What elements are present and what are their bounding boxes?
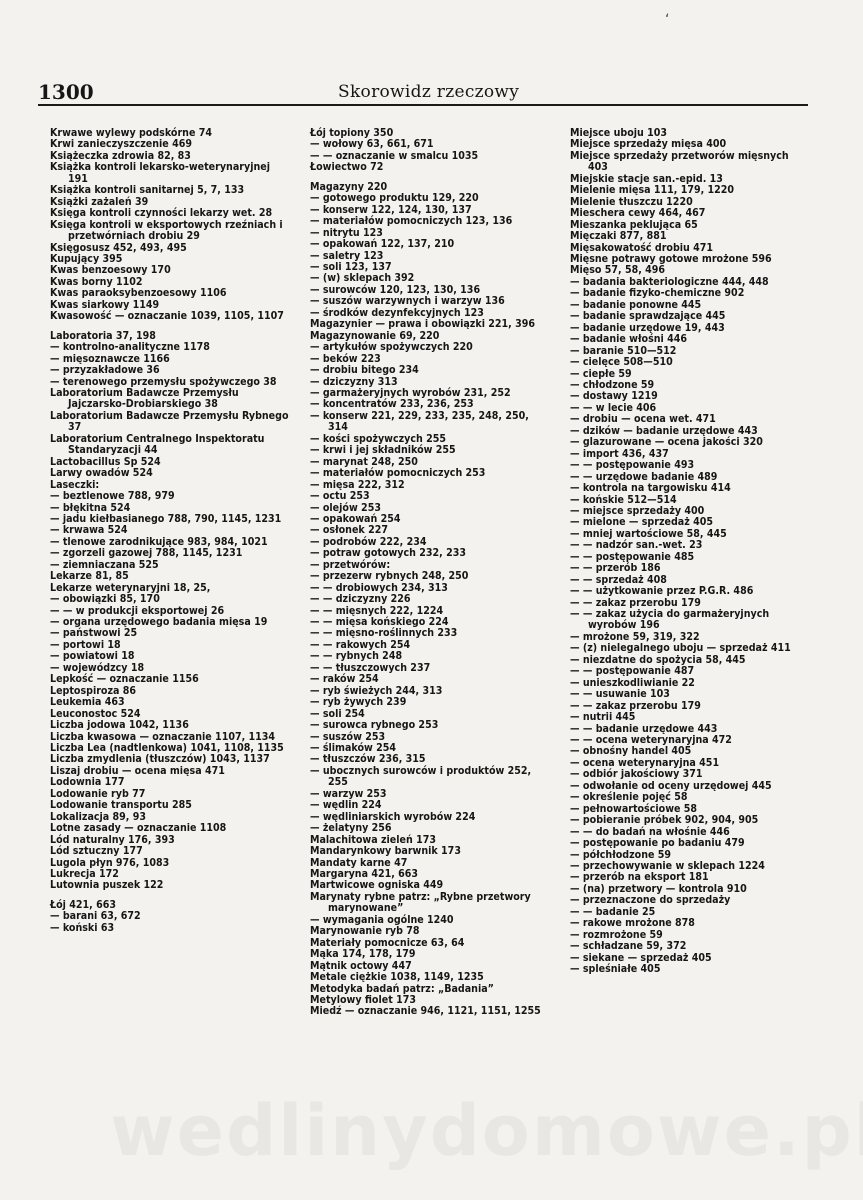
- index-entry: Magazynier — prawa i obowiązki 221, 396: [310, 318, 535, 331]
- index-entry: Laseczki:: [50, 478, 100, 491]
- index-entry: — — przerób 186: [570, 562, 661, 575]
- index-entry: Margaryna 421, 663: [310, 868, 419, 880]
- index-entry: Mieschera cewy 464, 467: [570, 207, 706, 220]
- index-entry: Łój 421, 663: [50, 898, 116, 911]
- index-entry: — — zakaz przerobu 179: [570, 699, 701, 712]
- index-entry: Miejsce uboju 103: [570, 127, 668, 139]
- index-entry: Księga kontroli czynności lekarzy wet. 28: [50, 207, 273, 220]
- index-entry: Mięsakowatość drobiu 471: [570, 241, 714, 254]
- margin-mark: ‘: [665, 12, 670, 28]
- index-entry: — odwołanie od oceny urzędowej 445: [570, 779, 772, 792]
- index-entry: Lutownia puszek 122: [50, 879, 164, 892]
- index-entry: — końskie 512—514: [570, 493, 677, 506]
- index-entry: — — badanie 25: [570, 905, 656, 918]
- index-entry: — postępowanie po badaniu 479: [570, 837, 745, 850]
- index-entry: — powiatowi 18: [50, 650, 135, 663]
- index-entry: — unieszkodliwianie 22: [570, 676, 695, 689]
- index-entry: — barani 63, 672: [50, 910, 141, 923]
- index-entry: Miejskie stacje san.-epid. 13: [570, 172, 723, 185]
- index-entry: Mięso 57, 58, 496: [570, 264, 666, 277]
- index-entry: — badanie fizyko-chemiczne 902: [570, 287, 745, 300]
- index-entry: — — rybnych 248: [310, 650, 403, 663]
- index-column-2: [310, 128, 550, 1018]
- index-entry: Księga kontroli w eksportowych rzeźniach i przetwórniach drobiu 29: [50, 218, 283, 243]
- index-entry: Metale ciężkie 1038, 1149, 1235: [310, 971, 484, 984]
- index-entry: — rozmrożone 59: [570, 928, 663, 941]
- index-entry: Liszaj drobiu — ocena mięsa 471: [50, 764, 225, 777]
- index-entry: — badanie sprawdzające 445: [570, 310, 726, 323]
- index-entry: — — użytkowanie przez P.G.R. 486: [570, 585, 754, 598]
- index-entry: — przerób na eksport 181: [570, 871, 709, 884]
- index-entry: Lodownia 177: [50, 776, 125, 789]
- index-entry: Kupujący 395: [50, 252, 123, 265]
- index-entry: — mięsa 222, 312: [310, 478, 405, 491]
- index-entry: Liczba Lea (nadtlenkowa) 1041, 1108, 1135: [50, 742, 284, 755]
- index-entry: Leuconostoc 524: [50, 707, 141, 720]
- index-entry: — obnośny handel 405: [570, 745, 692, 758]
- index-entry: — krwi i jej składników 255: [310, 444, 456, 457]
- index-entry: Marynaty rybne patrz: „Rybne przetwory marynowane”: [310, 890, 531, 915]
- index-entry: — nitrytu 123: [310, 226, 383, 239]
- index-entry: — przyzakładowe 36: [50, 364, 160, 377]
- index-entry: Kwas borny 1102: [50, 275, 143, 288]
- index-entry: — wędlin 224: [310, 799, 382, 812]
- index-entry: — — tłuszczowych 237: [310, 661, 431, 674]
- index-entry: — mniej wartościowe 58, 445: [570, 527, 727, 540]
- index-entry: — beztlenowe 788, 979: [50, 490, 175, 503]
- index-entry: — ślimaków 254: [310, 742, 397, 755]
- index-entry: — — nadzór san.-wet. 23: [570, 539, 703, 552]
- index-entry: — dzików — badanie urzędowe 443: [570, 424, 758, 437]
- index-entry: Laboratorium Centralnego Inspektoratu Standaryzacji 44: [50, 432, 265, 457]
- index-entry: — przechowywanie w sklepach 1224: [570, 860, 765, 872]
- index-entry: Lekarze weterynaryjni 18, 25,: [50, 581, 211, 594]
- index-entry: — — do badań na włośnie 446: [570, 825, 730, 838]
- index-entry: Książka kontroli lekarsko-weterynaryjnej 191: [50, 161, 270, 185]
- header-rule: [38, 104, 808, 106]
- page-title: Skorowidz rzeczowy: [338, 82, 520, 102]
- index-entry: — surowca rybnego 253: [310, 719, 439, 732]
- index-entry: Mandarynkowy barwnik 173: [310, 845, 461, 858]
- index-entry: Liczba jodowa 1042, 1136: [50, 719, 189, 732]
- index-entry: — badanie urzędowe 19, 443: [570, 321, 725, 334]
- index-entry: — artykułów spożywczych 220: [310, 341, 473, 354]
- index-entry: — miejsce sprzedaży 400: [570, 504, 705, 517]
- index-entry: — — postępowanie 487: [570, 665, 695, 678]
- index-entry: — tlenowe zarodnikujące 983, 984, 1021: [50, 535, 268, 548]
- index-entry: Lukrecja 172: [50, 868, 119, 880]
- index-entry: Lepkość — oznaczanie 1156: [50, 673, 199, 686]
- index-entry: — jadu kiełbasianego 788, 790, 1145, 1231: [50, 512, 282, 525]
- index-entry: — — drobiowych 234, 313: [310, 581, 448, 594]
- index-entry: — kości spożywczych 255: [310, 432, 447, 445]
- index-entry: — ryb świeżych 244, 313: [310, 684, 443, 697]
- index-entry: Krwi zanieczyszczenie 469: [50, 138, 192, 151]
- index-entry: — pełnowartościowe 58: [570, 802, 698, 815]
- index-entry: — — oznaczanie w smalcu 1035: [310, 149, 479, 162]
- index-entry: — wołowy 63, 661, 671: [310, 138, 434, 151]
- index-entry: — — postępowanie 485: [570, 550, 695, 563]
- index-entry: — nutrii 445: [570, 711, 636, 724]
- index-entry: — ryb żywych 239: [310, 696, 407, 709]
- index-entry: Mandaty karne 47: [310, 856, 408, 869]
- index-entry: — — sprzedaż 408: [570, 573, 667, 586]
- index-entry: — środków dezynfekcyjnych 123: [310, 306, 484, 319]
- index-entry: — — ocena weterynaryjna 472: [570, 734, 732, 747]
- index-entry: — koński 63: [50, 921, 115, 934]
- index-entry: — — zakaz przerobu 179: [570, 596, 701, 609]
- index-entry: Metylowy fiolet 173: [310, 993, 416, 1006]
- index-entry: — przeznaczone do sprzedaży: [570, 894, 731, 907]
- index-entry: — organa urzędowego badania mięsa 19: [50, 616, 268, 629]
- index-entry: — krwawa 524: [50, 524, 128, 537]
- index-entry: Krwawe wylewy podskórne 74: [50, 127, 212, 139]
- index-entry: — wymagania ogólne 1240: [310, 913, 454, 926]
- index-entry: — garmażeryjnych wyrobów 231, 252: [310, 386, 511, 399]
- index-entry: — glazurowane — ocena jakości 320: [570, 436, 763, 449]
- index-entry: — gotowego produktu 129, 220: [310, 192, 479, 205]
- index-entry: — półchłodzone 59: [570, 848, 672, 861]
- index-entry: — określenie pojęć 58: [570, 791, 688, 804]
- index-entry: — badanie włośni 446: [570, 333, 688, 346]
- index-entry: — mrożone 59, 319, 322: [570, 630, 700, 643]
- index-entry: Mielenie tłuszczu 1220: [570, 195, 693, 208]
- index-entry: Mielenie mięsa 111, 179, 1220: [570, 184, 735, 197]
- index-entry: Mątnik octowy 447: [310, 959, 412, 972]
- index-entry: — baranie 510—512: [570, 344, 677, 357]
- index-entry: — beków 223: [310, 352, 381, 365]
- index-entry: Księgosusz 452, 493, 495: [50, 241, 187, 254]
- index-entry: Marynowanie ryb 78: [310, 925, 420, 938]
- index-entry: — państwowi 25: [50, 627, 138, 640]
- index-entry: Leptospiroza 86: [50, 684, 137, 697]
- index-entry: — żelatyny 256: [310, 822, 392, 835]
- index-entry: Lód sztuczny 177: [50, 845, 143, 858]
- index-entry: — — mięsnych 222, 1224: [310, 604, 444, 617]
- index-entry: Laboratoria 37, 198: [50, 329, 156, 342]
- index-entry: — — usuwanie 103: [570, 688, 670, 701]
- index-entry: — konserw 221, 229, 233, 235, 248, 250, 314: [310, 409, 529, 434]
- index-entry: — suszów warzywnych i warzyw 136: [310, 295, 505, 308]
- index-entry: — mielone — sprzedaż 405: [570, 516, 713, 529]
- index-entry: — ocena weterynaryjna 451: [570, 756, 720, 769]
- index-entry: — schładzane 59, 372: [570, 940, 687, 953]
- index-entry: Mięczaki 877, 881: [570, 230, 667, 243]
- index-entry: — opakowań 254: [310, 512, 401, 525]
- index-entry: — — rakowych 254: [310, 638, 411, 651]
- index-column-3: [570, 128, 810, 976]
- index-entry: — — badanie urzędowe 443: [570, 722, 718, 735]
- index-entry: Kwas siarkowy 1149: [50, 298, 160, 311]
- index-entry: Kwas benzoesowy 170: [50, 264, 171, 277]
- index-entry: — soli 123, 137: [310, 260, 392, 273]
- index-entry: Lodowanie ryb 77: [50, 787, 146, 800]
- index-entry: — octu 253: [310, 490, 370, 503]
- index-entry: — materiałów pomocniczych 123, 136: [310, 215, 513, 228]
- index-entry: Łowiectwo 72: [310, 161, 384, 174]
- index-entry: — — zakaz użycia do garmażeryjnych wyrobów 196: [570, 608, 770, 632]
- index-entry: — import 436, 437: [570, 447, 669, 460]
- index-entry: — olejów 253: [310, 501, 381, 514]
- index-entry: — terenowego przemysłu spożywczego 38: [50, 375, 277, 388]
- index-entry: Książki zażaleń 39: [50, 195, 149, 208]
- index-entry: — badanie ponowne 445: [570, 298, 702, 311]
- index-entry: Lekarze 81, 85: [50, 570, 129, 583]
- index-entry: — (na) przetwory — kontrola 910: [570, 882, 747, 895]
- index-entry: — kontrola na targowisku 414: [570, 482, 731, 495]
- index-entry: Książka kontroli sanitarnej 5, 7, 133: [50, 184, 245, 197]
- index-entry: Lód naturalny 176, 393: [50, 833, 175, 846]
- index-entry: — przezerw rybnych 248, 250: [310, 570, 469, 583]
- index-entry: Metodyka badań patrz: „Badania”: [310, 982, 494, 995]
- index-entry: — niezdatne do spożycia 58, 445: [570, 653, 746, 666]
- index-entry: — rakowe mrożone 878: [570, 917, 695, 930]
- index-entry: — — urzędowe badanie 489: [570, 470, 718, 483]
- index-column-1: [50, 128, 290, 934]
- index-entry: — marynat 248, 250: [310, 455, 418, 468]
- index-entry: Malachitowa zieleń 173: [310, 833, 436, 846]
- index-entry: — saletry 123: [310, 249, 384, 262]
- index-entry: Lodowanie transportu 285: [50, 799, 192, 812]
- index-entry: — (w) sklepach 392: [310, 272, 415, 285]
- index-entry: Miejsce sprzedaży mięsa 400: [570, 138, 727, 151]
- index-entry: — surowców 120, 123, 130, 136: [310, 283, 481, 296]
- index-entry: Łój topiony 350: [310, 127, 394, 139]
- index-entry: Kwas paraoksybenzoesowy 1106: [50, 287, 227, 300]
- index-entry: — kontrolno-analityczne 1178: [50, 341, 210, 354]
- index-entry: — wojewódzcy 18: [50, 661, 145, 674]
- index-entry: Książeczka zdrowia 82, 83: [50, 149, 191, 162]
- page-header: [38, 80, 808, 104]
- index-entry: Lokalizacja 89, 93: [50, 810, 147, 823]
- index-entry: — pobieranie próbek 902, 904, 905: [570, 814, 759, 827]
- index-entry: Magazyny 220: [310, 180, 388, 193]
- index-entry: Kwasowość — oznaczanie 1039, 1105, 1107: [50, 310, 284, 323]
- index-entry: — drobiu bitego 234: [310, 364, 419, 377]
- index-entry: — — mięsa końskiego 224: [310, 616, 449, 629]
- index-entry: — — dziczyzny 226: [310, 593, 411, 606]
- index-entry: — potraw gotowych 232, 233: [310, 547, 466, 560]
- index-entry: — błękitna 524: [50, 501, 131, 514]
- index-entry: — badania bakteriologiczne 444, 448: [570, 275, 769, 288]
- index-entry: Materiały pomocnicze 63, 64: [310, 936, 465, 949]
- index-entry: — materiałów pomocniczych 253: [310, 467, 486, 480]
- index-entry: Lotne zasady — oznaczanie 1108: [50, 822, 227, 835]
- index-entry: Laboratorium Badawcze Przemysłu Jajczarsko-Drobiarskiego 38: [50, 386, 239, 411]
- index-entry: Martwicowe ogniska 449: [310, 879, 444, 892]
- index-entry: Liczba zmydlenia (tłuszczów) 1043, 1137: [50, 753, 270, 766]
- index-entry: — obowiązki 85, 170: [50, 593, 160, 606]
- index-entry: — suszów 253: [310, 730, 386, 743]
- index-entry: — siekane — sprzedaż 405: [570, 951, 712, 964]
- index-entry: — (z) nielegalnego uboju — sprzedaż 411: [570, 642, 791, 655]
- index-entry: — — w produkcji eksportowej 26: [50, 604, 225, 617]
- index-entry: — — w lecie 406: [570, 401, 657, 414]
- page-number: 1300: [38, 80, 94, 104]
- index-entry: — soli 254: [310, 707, 365, 720]
- index-entry: — drobiu — ocena wet. 471: [570, 413, 716, 426]
- index-entry: — dziczyzny 313: [310, 375, 398, 388]
- index-entry: — raków 254: [310, 673, 379, 686]
- index-entry: — opakowań 122, 137, 210: [310, 238, 455, 251]
- index-entry: Mięsne potrawy gotowe mrożone 596: [570, 252, 772, 265]
- index-entry: — portowi 18: [50, 638, 121, 651]
- index-entry: — ziemniaczana 525: [50, 558, 159, 571]
- index-entry: Magazynowanie 69, 220: [310, 329, 440, 342]
- index-entry: — odbiór jakościowy 371: [570, 768, 703, 781]
- index-entry: — osłonek 227: [310, 524, 388, 537]
- index-entry: — ciepłe 59: [570, 367, 632, 380]
- index-entry: — wędliniarskich wyrobów 224: [310, 810, 476, 823]
- index-entry: Mieszanka peklująca 65: [570, 218, 698, 231]
- index-entry: — mięsoznawcze 1166: [50, 352, 170, 365]
- index-entry: Mąka 174, 178, 179: [310, 948, 416, 961]
- index-entry: — — mięsno-roślinnych 233: [310, 627, 458, 640]
- index-entry: Leukemia 463: [50, 696, 125, 709]
- index-entry: Larwy owadów 524: [50, 467, 153, 480]
- index-entry: — tłuszczów 236, 315: [310, 753, 426, 766]
- index-entry: Liczba kwasowa — oznaczanie 1107, 1134: [50, 730, 276, 743]
- index-entry: — ubocznych surowców i produktów 252, 255: [310, 764, 532, 789]
- index-entry: — dostawy 1219: [570, 390, 658, 403]
- index-entry: — warzyw 253: [310, 787, 387, 800]
- index-entry: — chłodzone 59: [570, 378, 655, 391]
- index-entry: — podrobów 222, 234: [310, 535, 427, 548]
- index-entry: — — postępowanie 493: [570, 459, 695, 472]
- index-entry: Miedź — oznaczanie 946, 1121, 1151, 1255: [310, 1005, 541, 1018]
- index-entry: — cielęce 508—510: [570, 356, 673, 369]
- watermark: [110, 1090, 863, 1172]
- index-entry: — konserw 122, 124, 130, 137: [310, 203, 472, 216]
- index-entry: — przetwórów:: [310, 558, 391, 571]
- index-entry: — spleśniałe 405: [570, 963, 661, 976]
- index-entry: Miejsce sprzedaży przetworów mięsnych 403: [570, 149, 789, 174]
- index-entry: — zgorzeli gazowej 788, 1145, 1231: [50, 547, 243, 560]
- index-entry: — koncentratów 233, 236, 253: [310, 398, 474, 411]
- index-entry: Lactobacillus Sp 524: [50, 455, 161, 468]
- index-entry: Laboratorium Badawcze Przemysłu Rybnego 37: [50, 409, 289, 434]
- index-entry: Lugola płyn 976, 1083: [50, 856, 170, 869]
